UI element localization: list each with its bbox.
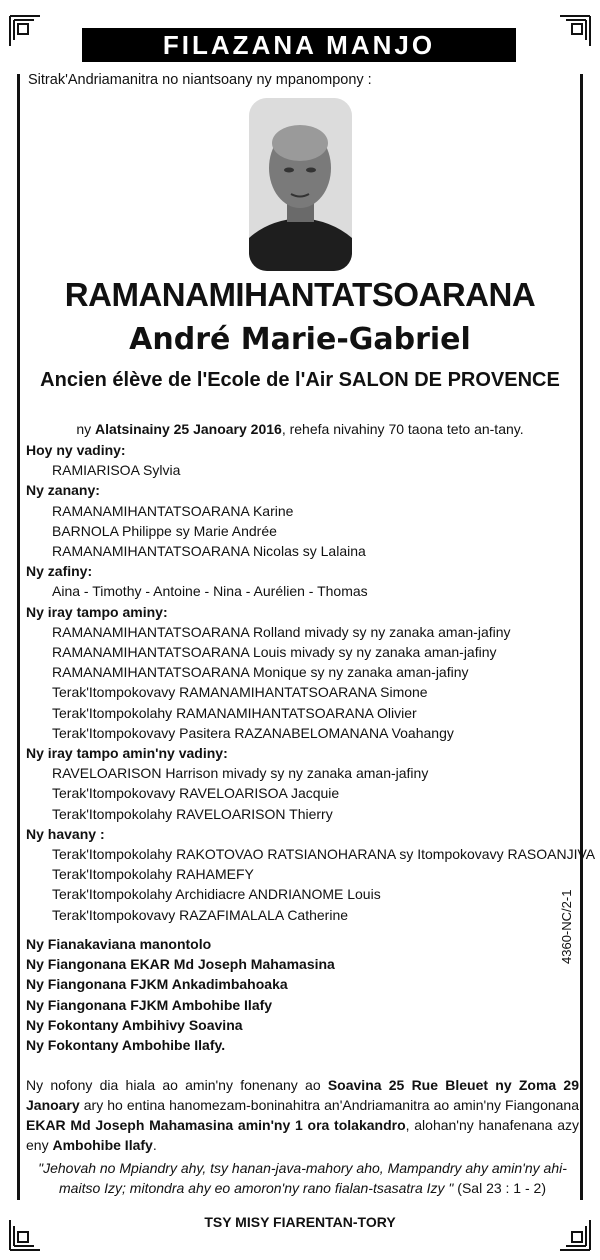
family-member: Aina - Timothy - Antoine - Nina - Aurélien - Thomas	[52, 583, 368, 600]
family-member: Terak'Itompokolahy RAMANAMIHANTATSOARANA Olivier	[52, 704, 417, 721]
family-heading: Ny havany :	[26, 825, 105, 842]
family-heading: Ny zafiny:	[26, 563, 93, 580]
bible-verse	[30, 1158, 575, 1198]
corner-ornament-top-right	[558, 14, 592, 48]
organization-item: Ny Fiangonana FJKM Ankadimbahoaka	[26, 976, 288, 993]
death-date-line	[0, 421, 600, 437]
family-member: Terak'Itompokovavy RAVELOARISOA Jacquie	[52, 785, 340, 802]
verse-text: "Jehovah no Mpiandry ahy, tsy hanan-java-mahory aho, Mampandry ahy amin'ny ahi-maitso Izy; mitondra ahy eo amoron'ny rano fialan-tsasatra Izy "	[38, 1160, 567, 1196]
verse-reference: (Sal 23 : 1 - 2)	[453, 1180, 546, 1196]
family-member: RAMANAMIHANTATSOARANA Rolland mivady sy ny zanaka aman-jafiny	[52, 623, 511, 640]
deceased-surname: RAMANAMIHANTATSOARANA	[64, 276, 536, 313]
family-member: Terak'Itompokolahy RAHAMEFY	[52, 866, 254, 883]
corner-ornament-top-left	[8, 14, 42, 48]
notice-header: FILAZANA MANJO	[82, 28, 516, 62]
family-member: Terak'Itompokolahy RAVELOARISON Thierry	[52, 805, 333, 822]
funeral-details: Ny nofony dia hiala ao amin'ny fonenany ao Soavina 25 Rue Bleuet ny Zoma 29 Janoary ary ho entina hanomezam-boninahitra an'Andriamanitra ao amin'ny Fiangonana EKAR Md Joseph Mahamasina amin'ny 1 ora tolakandro, alohan'ny hanafenana azy eny Ambohibe Ilafy.	[26, 1077, 579, 1153]
family-member: Terak'Itompokovavy RAMANAMIHANTATSOARANA Simone	[52, 684, 428, 701]
family-list	[26, 440, 596, 925]
footer-note: TSY MISY FIARENTAN-TORY	[204, 1214, 396, 1230]
family-heading: Ny zanany:	[26, 482, 100, 499]
family-heading: Ny iray tampo amin'ny vadiny:	[26, 745, 228, 762]
family-member: RAMANAMIHANTATSOARANA Karine	[52, 502, 294, 519]
date-prefix: ny	[76, 421, 92, 437]
left-border-line	[17, 74, 20, 1200]
family-member: RAMANAMIHANTATSOARANA Louis mivady sy ny zanaka aman-jafiny	[52, 644, 497, 661]
organization-item: Ny Fokontany Ambohibe Ilafy.	[26, 1037, 226, 1054]
organization-item: Ny Fiangonana EKAR Md Joseph Mahamasina	[26, 956, 335, 973]
deceased-portrait	[249, 98, 352, 271]
family-member: Terak'Itompokolahy Archidiacre ANDRIANOME Louis	[52, 886, 381, 903]
family-member: RAMIARISOA Sylvia	[52, 462, 181, 479]
date-suffix: , rehefa nivahiny 70 taona teto an-tany.	[281, 421, 524, 437]
family-member: Terak'Itompokolahy RAKOTOVAO RATSIANOHARANA sy Itompokovavy RASOANJIVA	[52, 846, 596, 863]
family-heading: Hoy ny vadiny:	[26, 442, 126, 458]
deceased-given-names: André Marie-Gabriel	[129, 322, 471, 357]
dedication-line: Sitrak'Andriamanitra no niantsoany ny mpanompony :	[28, 72, 372, 88]
family-heading: Ny iray tampo aminy:	[26, 603, 168, 620]
death-date: Alatsinainy 25 Janoary 2016	[95, 421, 282, 437]
family-member: Terak'Itompokovavy RAZAFIMALALA Catherine	[52, 906, 349, 923]
family-member: RAVELOARISON Harrison mivady sy ny zanaka aman-jafiny	[52, 765, 429, 782]
reference-code: 4360-NC/2-1	[559, 889, 574, 964]
family-member: BARNOLA Philippe sy Marie Andrée	[52, 522, 277, 539]
organization-item: Ny Fiangonana FJKM Ambohibe Ilafy	[26, 996, 273, 1013]
family-member: RAMANAMIHANTATSOARANA Nicolas sy Lalaina	[52, 543, 366, 560]
family-member: Terak'Itompokovavy Pasitera RAZANABELOMANANA Voahangy	[52, 724, 454, 741]
deceased-title: Ancien élève de l'Ecole de l'Air SALON DE PROVENCE	[40, 369, 560, 391]
family-member: RAMANAMIHANTATSOARANA Monique sy ny zanaka aman-jafiny	[52, 664, 469, 681]
organization-item: Ny Fokontany Ambihivy Soavina	[26, 1016, 243, 1033]
organizations-list	[26, 934, 335, 1055]
organization-item: Ny Fianakaviana manontolo	[26, 936, 212, 952]
